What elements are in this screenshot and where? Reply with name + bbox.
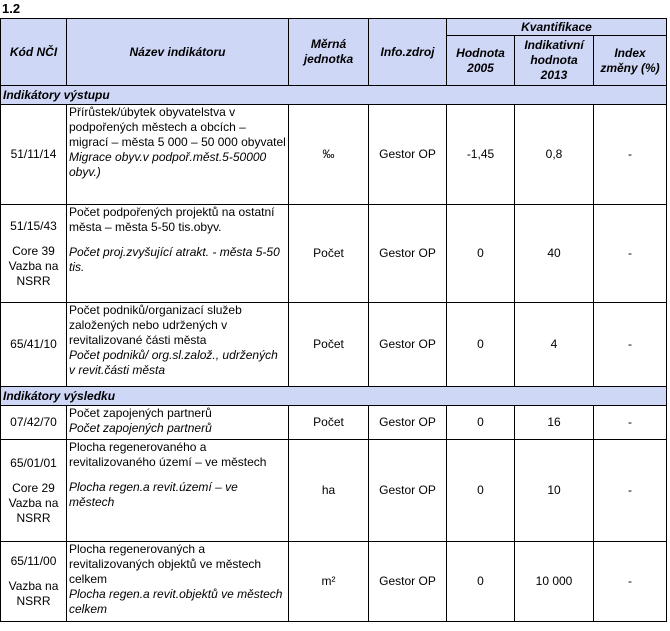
group-title-result: Indikátory výsledku [1, 387, 667, 406]
indicator-core: Core 39 [12, 243, 55, 258]
table-row [1, 205, 667, 303]
indicator-name-cell [67, 440, 289, 542]
indicator-source: Gestor OP [369, 542, 447, 622]
indicator-value-2005: 0 [447, 303, 515, 387]
indicator-core: Core 29 [12, 480, 55, 495]
indicator-target-2013: 10 000 [515, 542, 594, 622]
header-target-2013-line2: hodnota [530, 53, 578, 67]
indicator-code: 65/11/00 [10, 554, 57, 568]
indicator-index: - [594, 205, 667, 303]
indicator-source: Gestor OP [369, 205, 447, 303]
indicator-name: Počet zapojených partnerů [69, 406, 212, 420]
indicator-name-cell [67, 303, 289, 387]
header-index [594, 36, 667, 86]
indicator-link-target: NSRR [16, 594, 51, 608]
indicator-source: Gestor OP [369, 440, 447, 542]
indicator-name-short: Migrace obyv.v podpoř.měst.5-50000 obyv.) [69, 150, 267, 179]
indicator-target-2013: 16 [515, 406, 594, 440]
indicator-code-cell [1, 542, 67, 622]
indicator-index: - [594, 406, 667, 440]
indicator-value-2005: 0 [447, 542, 515, 622]
indicator-name-cell [67, 406, 289, 440]
header-source: Info.zdroj [369, 19, 447, 86]
header-target-2013-line3: 2013 [540, 68, 568, 82]
table-row [1, 105, 667, 205]
indicator-code: 65/01/01 [10, 455, 57, 470]
indicator-value-2005: 0 [447, 205, 515, 303]
indicator-unit: ha [289, 440, 369, 542]
indicator-name: Počet podpořených projektů na ostatní města – města 5-50 tis.obyv. [69, 205, 275, 234]
indicator-name: Přírůstek/úbytek obyvatelstva v podpořených městech a obcích – migrací – města 5 000 – 50 000 obyvatel [69, 105, 286, 149]
indicator-unit: Počet [289, 303, 369, 387]
indicator-name-cell [67, 542, 289, 622]
indicator-target-2013: 0,8 [515, 105, 594, 205]
indicator-target-2013: 4 [515, 303, 594, 387]
indicator-target-2013: 40 [515, 205, 594, 303]
header-value-2005-line2: 2005 [467, 60, 494, 75]
indicator-code-cell [1, 440, 67, 542]
indicator-source: Gestor OP [369, 105, 447, 205]
indicator-name: Počet podniků/organizací služeb založených nebo udržených v revitalizované části města [69, 303, 242, 347]
indicator-code: 65/41/10 [1, 303, 67, 387]
group-row-output [1, 86, 667, 105]
indicator-target-2013: 10 [515, 440, 594, 542]
indicator-index: - [594, 542, 667, 622]
header-unit-line1: Měrná [310, 37, 347, 51]
table-row [1, 303, 667, 387]
indicator-name-short: Počet proj.zvyšující atrakt. - města 5-50 tis. [69, 245, 280, 274]
indicator-name-short: Plocha regen.a revit.území – ve městech [69, 480, 238, 509]
indicator-unit: m² [289, 542, 369, 622]
indicator-table [0, 18, 667, 622]
indicator-index: - [594, 105, 667, 205]
table-row [1, 406, 667, 440]
indicator-code-cell [1, 205, 67, 303]
indicator-unit: ‰ [289, 105, 369, 205]
indicator-value-2005: 0 [447, 440, 515, 542]
indicator-name: Plocha regenerovaných a revitalizovaných objektů ve městech celkem [69, 542, 262, 586]
table-row [1, 440, 667, 542]
indicator-source: Gestor OP [369, 406, 447, 440]
header-quantification: Kvantifikace [447, 19, 667, 36]
indicator-code: 07/42/70 [1, 406, 67, 440]
header-value-2005-line1: Hodnota [456, 45, 505, 60]
section-number: 1.2 [2, 1, 21, 16]
indicator-index: - [594, 440, 667, 542]
indicator-link: Vazba na [8, 495, 59, 510]
indicator-code: 51/11/14 [1, 105, 67, 205]
indicator-name-cell [67, 205, 289, 303]
header-unit [289, 19, 369, 86]
indicator-source: Gestor OP [369, 303, 447, 387]
indicator-value-2005: -1,45 [447, 105, 515, 205]
indicator-link: Vazba na [8, 258, 59, 273]
indicator-name-cell [67, 105, 289, 205]
header-unit-line2: jednotka [303, 52, 354, 66]
indicator-index: - [594, 303, 667, 387]
header-code: Kód NČI [1, 19, 67, 86]
indicator-name-short: Počet podniků/ org.sl.založ., udržených v revit.části města [69, 348, 278, 377]
header-name: Název indikátoru [67, 19, 289, 86]
indicator-name-short: Počet zapojených partnerů [69, 421, 212, 435]
header-value-2005 [447, 36, 515, 86]
indicator-code: 51/15/43 [10, 218, 57, 233]
header-index-line2: změny (%) [600, 60, 660, 75]
indicator-unit: Počet [289, 406, 369, 440]
indicator-unit: Počet [289, 205, 369, 303]
indicator-name-short: Plocha regen.a revit.objektů ve městech celkem [69, 587, 283, 616]
group-row-result [1, 387, 667, 406]
table-row [1, 542, 667, 622]
indicator-link: Vazba na [8, 579, 59, 593]
indicator-name: Plocha regenerovaného a revitalizovaného území – ve městech [69, 440, 267, 469]
indicator-link-target: NSRR [16, 273, 51, 288]
group-title-output: Indikátory výstupu [1, 86, 667, 105]
header-index-line1: Index [614, 45, 646, 60]
indicator-link-target: NSRR [16, 510, 51, 525]
indicator-value-2005: 0 [447, 406, 515, 440]
header-target-2013-line1: Indikativní [524, 38, 584, 52]
header-target-2013 [515, 36, 594, 86]
